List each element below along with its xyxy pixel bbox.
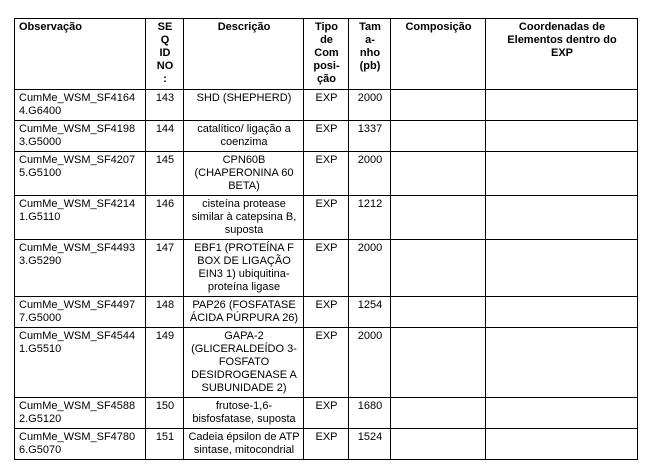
cell-seq-id-no: 147 <box>146 240 184 297</box>
table-row <box>15 90 638 121</box>
cell-tamanho-pb: 1212 <box>349 196 391 240</box>
table-row <box>15 152 638 196</box>
column-header-tipo-de-composicao: Tipo de Com posi- ção <box>304 19 349 90</box>
cell-tamanho-pb: 2000 <box>349 328 391 398</box>
cell-observacao: CumMe_WSM_SF4493 3.G5290 <box>15 240 146 297</box>
table-row <box>15 196 638 240</box>
cell-tipo-de-composicao: EXP <box>304 240 349 297</box>
cell-observacao: CumMe_WSM_SF4164 4.G6400 <box>15 90 146 121</box>
table-row <box>15 121 638 152</box>
cell-coordenadas <box>486 90 638 121</box>
cell-tipo-de-composicao: EXP <box>304 196 349 240</box>
table-row <box>15 240 638 297</box>
cell-tipo-de-composicao: EXP <box>304 398 349 429</box>
table-row <box>15 297 638 328</box>
sequence-listing-table <box>14 18 638 460</box>
cell-observacao: CumMe_WSM_SF4497 7.G5000 <box>15 297 146 328</box>
cell-composicao <box>391 429 486 460</box>
table-row <box>15 328 638 398</box>
cell-tipo-de-composicao: EXP <box>304 328 349 398</box>
cell-descricao: GAPA-2 (GLICERALDEÍDO 3- FOSFATO DESIDROGENASE A SUBUNIDADE 2) <box>184 328 304 398</box>
cell-observacao: CumMe_WSM_SF4780 6.G5070 <box>15 429 146 460</box>
table-row <box>15 398 638 429</box>
cell-tamanho-pb: 2000 <box>349 90 391 121</box>
cell-composicao <box>391 240 486 297</box>
column-header-composicao: Composição <box>391 19 486 90</box>
cell-seq-id-no: 149 <box>146 328 184 398</box>
cell-composicao <box>391 152 486 196</box>
cell-tamanho-pb: 2000 <box>349 240 391 297</box>
cell-descricao: catalítico/ ligação a coenzima <box>184 121 304 152</box>
table-header-row <box>15 19 638 90</box>
cell-descricao: Cadeia épsilon de ATP sintase, mitocondrial <box>184 429 304 460</box>
cell-tipo-de-composicao: EXP <box>304 429 349 460</box>
cell-coordenadas <box>486 240 638 297</box>
cell-tamanho-pb: 1680 <box>349 398 391 429</box>
cell-tipo-de-composicao: EXP <box>304 121 349 152</box>
cell-seq-id-no: 144 <box>146 121 184 152</box>
cell-seq-id-no: 143 <box>146 90 184 121</box>
cell-tamanho-pb: 1524 <box>349 429 391 460</box>
cell-observacao: CumMe_WSM_SF4214 1.G5110 <box>15 196 146 240</box>
column-header-descricao: Descrição <box>184 19 304 90</box>
cell-tipo-de-composicao: EXP <box>304 152 349 196</box>
cell-composicao <box>391 328 486 398</box>
cell-seq-id-no: 145 <box>146 152 184 196</box>
cell-seq-id-no: 151 <box>146 429 184 460</box>
cell-composicao <box>391 196 486 240</box>
cell-composicao <box>391 121 486 152</box>
cell-seq-id-no: 146 <box>146 196 184 240</box>
cell-observacao: CumMe_WSM_SF4588 2.G5120 <box>15 398 146 429</box>
cell-descricao: CPN60B (CHAPERONINA 60 BETA) <box>184 152 304 196</box>
cell-tipo-de-composicao: EXP <box>304 297 349 328</box>
cell-coordenadas <box>486 297 638 328</box>
cell-tipo-de-composicao: EXP <box>304 90 349 121</box>
cell-descricao: frutose-1,6- bisfosfatase, suposta <box>184 398 304 429</box>
cell-observacao: CumMe_WSM_SF4198 3.G5000 <box>15 121 146 152</box>
cell-descricao: EBF1 (PROTEÍNA F BOX DE LIGAÇÃO EIN3 1) ubiquitina- proteína ligase <box>184 240 304 297</box>
cell-seq-id-no: 150 <box>146 398 184 429</box>
cell-descricao: PAP26 (FOSFATASE ÁCIDA PÚRPURA 26) <box>184 297 304 328</box>
cell-coordenadas <box>486 152 638 196</box>
cell-descricao: cisteína protease similar à catepsina B, suposta <box>184 196 304 240</box>
cell-coordenadas <box>486 196 638 240</box>
cell-observacao: CumMe_WSM_SF4544 1.G5510 <box>15 328 146 398</box>
cell-composicao <box>391 398 486 429</box>
column-header-seq-id-no: SE Q ID NO : <box>146 19 184 90</box>
cell-observacao: CumMe_WSM_SF4207 5.G5100 <box>15 152 146 196</box>
cell-coordenadas <box>486 429 638 460</box>
cell-composicao <box>391 297 486 328</box>
cell-coordenadas <box>486 121 638 152</box>
cell-tamanho-pb: 1254 <box>349 297 391 328</box>
column-header-observacao: Observação <box>15 19 146 90</box>
cell-coordenadas <box>486 328 638 398</box>
cell-tamanho-pb: 2000 <box>349 152 391 196</box>
cell-coordenadas <box>486 398 638 429</box>
cell-seq-id-no: 148 <box>146 297 184 328</box>
column-header-coordenadas: Coordenadas de Elementos dentro do EXP <box>486 19 638 90</box>
column-header-tamanho-pb: Tam a- nho (pb) <box>349 19 391 90</box>
cell-descricao: SHD (SHEPHERD) <box>184 90 304 121</box>
cell-composicao <box>391 90 486 121</box>
cell-tamanho-pb: 1337 <box>349 121 391 152</box>
table-row <box>15 429 638 460</box>
